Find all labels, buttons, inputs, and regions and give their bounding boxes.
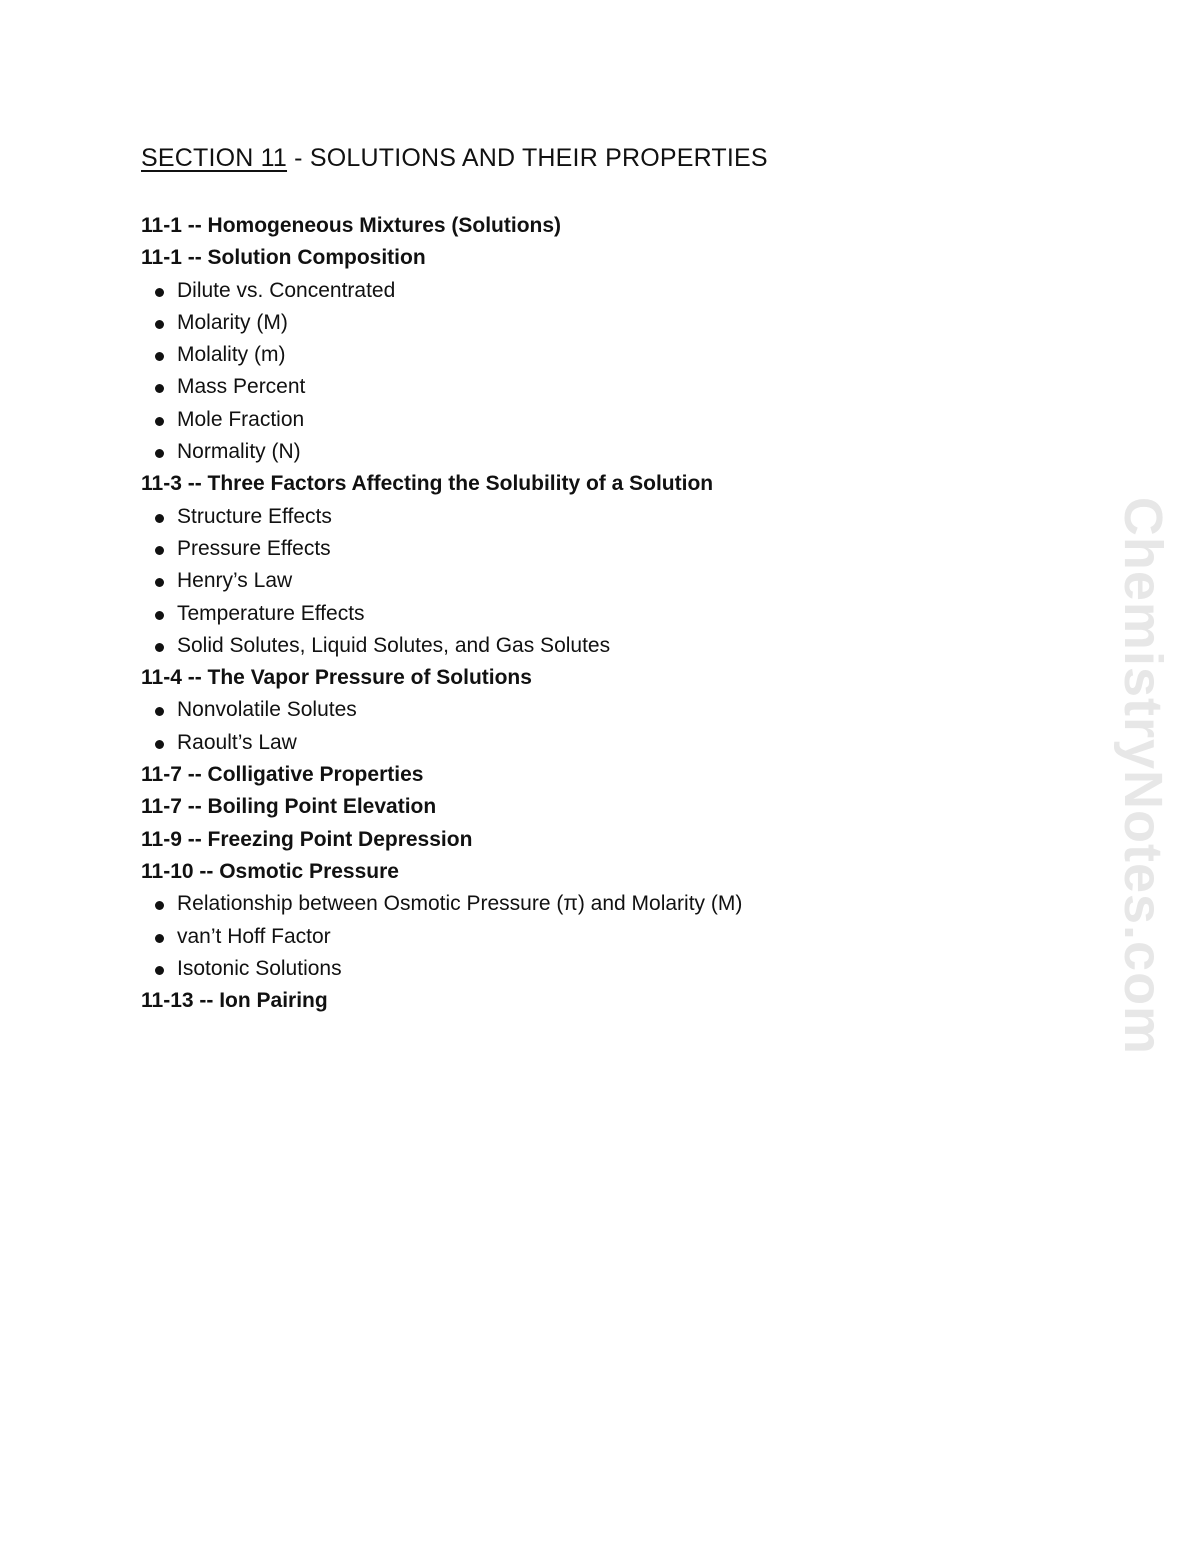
bullet-dot-icon [155,514,164,523]
outline-item-text: Molality (m) [177,343,286,367]
outline-item-text: Isotonic Solutions [177,956,342,980]
title-section-number: SECTION 11 [141,144,288,172]
outline-item-text: Solid Solutes, Liquid Solutes, and Gas Solutes [177,633,611,657]
outline-heading [141,662,1041,694]
outline-bullet-item [141,630,1041,662]
outline-heading [141,791,1041,823]
outline-bullet-item [141,404,1041,436]
bullet-dot-icon [155,384,164,393]
outline-item-text: van’t Hoff Factor [177,924,331,948]
outline-item-text: Temperature Effects [177,601,365,625]
outline-item-text: 11-10 -- Osmotic Pressure [141,859,399,883]
bullet-dot-icon [155,643,164,652]
outline-heading [141,985,1041,1017]
outline-item-text: Dilute vs. Concentrated [177,278,396,302]
outline-heading [141,824,1041,856]
outline-item-text: 11-7 -- Colligative Properties [141,763,424,787]
bullet-dot-icon [155,578,164,587]
outline-bullet-item [141,888,1041,920]
section-outline [141,210,1041,1017]
outline-item-text: Molarity (M) [177,310,288,334]
bullet-dot-icon [155,740,164,749]
outline-item-text: Raoult’s Law [177,730,297,754]
bullet-dot-icon [155,320,164,329]
outline-bullet-item [141,436,1041,468]
watermark: ChemistryNotes.com [1113,496,1173,1056]
outline-heading [141,759,1041,791]
bullet-dot-icon [155,966,164,975]
outline-item-text: 11-1 -- Homogeneous Mixtures (Solutions) [141,214,562,237]
outline-item-text: Mole Fraction [177,407,305,431]
outline-bullet-item [141,339,1041,371]
outline-item-text: Relationship between Osmotic Pressure (π) and Molarity (M) [177,892,743,916]
bullet-dot-icon [155,352,164,361]
outline-bullet-item [141,533,1041,565]
outline-item-text: Henry’s Law [177,569,293,593]
outline-bullet-item [141,275,1041,307]
outline-item-text: 11-7 -- Boiling Point Elevation [141,795,437,819]
bullet-dot-icon [155,288,164,297]
outline-bullet-item [141,694,1041,726]
outline-bullet-item [141,953,1041,985]
outline-bullet-item [141,501,1041,533]
outline-item-text: Normality (N) [177,440,301,464]
outline-item-text: 11-1 -- Solution Composition [141,246,426,270]
bullet-dot-icon [155,934,164,943]
bullet-dot-icon [155,611,164,620]
outline-heading [141,468,1041,500]
outline-bullet-item [141,921,1041,953]
outline-bullet-item [141,307,1041,339]
outline-bullet-item [141,598,1041,630]
bullet-dot-icon [155,901,164,910]
bullet-dot-icon [155,707,164,716]
outline-item-text: 11-4 -- The Vapor Pressure of Solutions [141,666,532,690]
outline-bullet-item [141,565,1041,597]
outline-item-text: 11-13 -- Ion Pairing [141,989,328,1013]
outline-item-text: Nonvolatile Solutes [177,698,357,722]
bullet-dot-icon [155,449,164,458]
outline-item-text: 11-9 -- Freezing Point Depression [141,827,473,851]
outline-bullet-item [141,727,1041,759]
outline-item-text: Structure Effects [177,504,332,528]
outline-heading [141,210,1041,242]
page-title [141,144,768,173]
outline-heading [141,242,1041,274]
bullet-dot-icon [155,546,164,555]
outline-item-text: Pressure Effects [177,536,331,560]
bullet-dot-icon [155,417,164,426]
outline-heading [141,856,1041,888]
outline-bullet-item [141,371,1041,403]
outline-item-text: 11-3 -- Three Factors Affecting the Solubility of a Solution [141,472,714,496]
title-section-name: - SOLUTIONS AND THEIR PROPERTIES [287,144,768,172]
outline-item-text: Mass Percent [177,375,306,399]
